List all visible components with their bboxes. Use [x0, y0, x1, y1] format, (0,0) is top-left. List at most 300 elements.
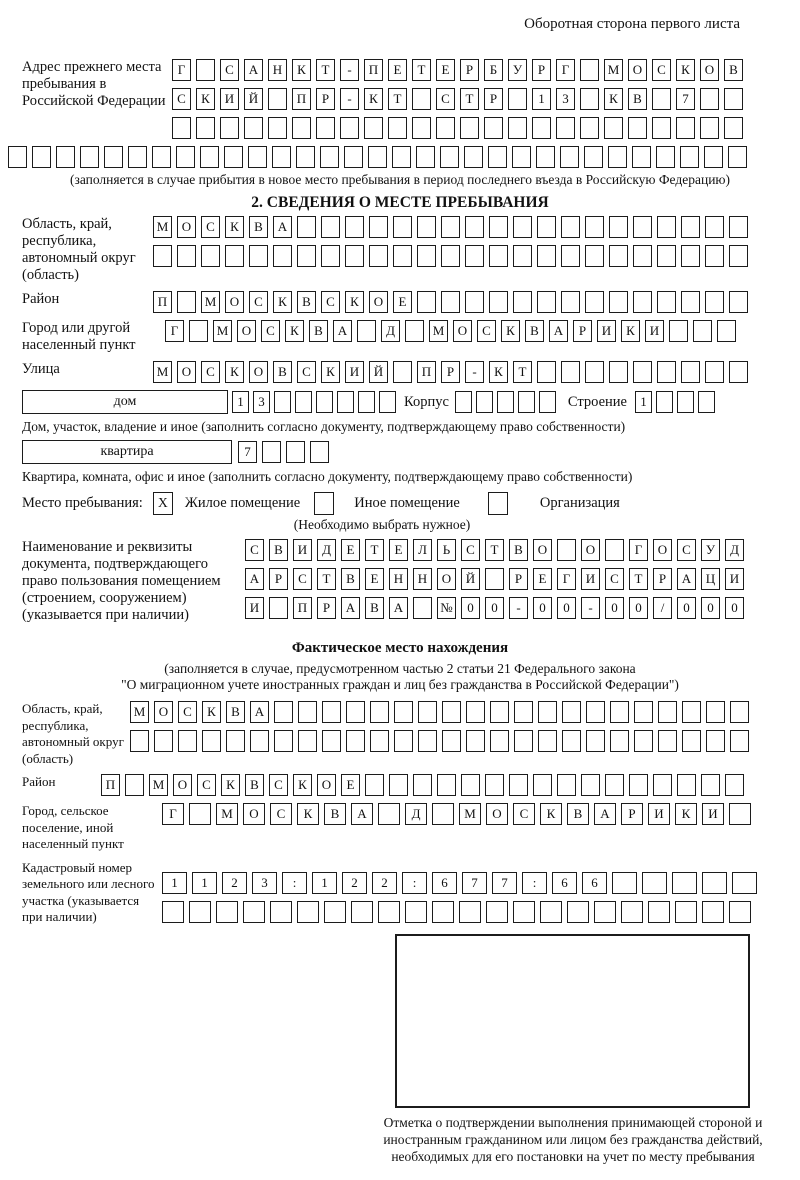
- char-cell[interactable]: М: [130, 701, 149, 723]
- char-cell[interactable]: 1: [532, 88, 551, 110]
- char-cell[interactable]: М: [153, 361, 172, 383]
- char-cell[interactable]: М: [216, 803, 238, 825]
- char-cell[interactable]: Г: [172, 59, 191, 81]
- char-cell[interactable]: [724, 117, 743, 139]
- char-cell[interactable]: [706, 730, 725, 752]
- char-cell[interactable]: [648, 901, 670, 923]
- char-cell[interactable]: №: [437, 597, 456, 619]
- char-cell[interactable]: [202, 730, 221, 752]
- char-cell[interactable]: [540, 901, 562, 923]
- char-cell[interactable]: К: [292, 59, 311, 81]
- char-cell[interactable]: 7: [492, 872, 517, 894]
- char-cell[interactable]: [417, 291, 436, 313]
- char-cell[interactable]: 1: [232, 391, 249, 413]
- char-cell[interactable]: И: [220, 88, 239, 110]
- char-cell[interactable]: [460, 117, 479, 139]
- char-cell[interactable]: [298, 730, 317, 752]
- document-row-3[interactable]: [245, 597, 744, 619]
- char-cell[interactable]: [248, 146, 267, 168]
- char-cell[interactable]: [418, 730, 437, 752]
- char-cell[interactable]: [656, 146, 675, 168]
- char-cell[interactable]: [562, 701, 581, 723]
- char-cell[interactable]: П: [364, 59, 383, 81]
- char-cell[interactable]: Е: [533, 568, 552, 590]
- char-cell[interactable]: М: [201, 291, 220, 313]
- char-cell[interactable]: К: [225, 216, 244, 238]
- char-cell[interactable]: К: [202, 701, 221, 723]
- char-cell[interactable]: [704, 146, 723, 168]
- char-cell[interactable]: [700, 117, 719, 139]
- char-cell[interactable]: К: [297, 803, 319, 825]
- char-cell[interactable]: А: [594, 803, 616, 825]
- char-cell[interactable]: [465, 291, 484, 313]
- char-cell[interactable]: [676, 117, 695, 139]
- char-cell[interactable]: [561, 361, 580, 383]
- char-cell[interactable]: [249, 245, 268, 267]
- char-cell[interactable]: [321, 216, 340, 238]
- char-cell[interactable]: 1: [635, 391, 652, 413]
- char-cell[interactable]: [466, 730, 485, 752]
- char-cell[interactable]: [680, 146, 699, 168]
- char-cell[interactable]: Т: [316, 59, 335, 81]
- char-cell[interactable]: Й: [369, 361, 388, 383]
- char-cell[interactable]: 3: [253, 391, 270, 413]
- char-cell[interactable]: [324, 901, 346, 923]
- char-cell[interactable]: Ц: [701, 568, 720, 590]
- char-cell[interactable]: С: [477, 320, 496, 342]
- char-cell[interactable]: Р: [269, 568, 288, 590]
- char-cell[interactable]: Р: [460, 59, 479, 81]
- char-cell[interactable]: [345, 245, 364, 267]
- char-cell[interactable]: А: [341, 597, 360, 619]
- char-cell[interactable]: [369, 245, 388, 267]
- char-cell[interactable]: О: [177, 361, 196, 383]
- char-cell[interactable]: Л: [413, 539, 432, 561]
- char-cell[interactable]: В: [365, 597, 384, 619]
- char-cell[interactable]: 1: [162, 872, 187, 894]
- char-cell[interactable]: [378, 803, 400, 825]
- char-cell[interactable]: А: [273, 216, 292, 238]
- char-cell[interactable]: [364, 117, 383, 139]
- char-cell[interactable]: 1: [312, 872, 337, 894]
- char-cell[interactable]: [321, 245, 340, 267]
- char-cell[interactable]: 0: [461, 597, 480, 619]
- char-cell[interactable]: [609, 245, 628, 267]
- char-cell[interactable]: [226, 730, 245, 752]
- char-cell[interactable]: [702, 872, 727, 894]
- char-cell[interactable]: [216, 901, 238, 923]
- char-cell[interactable]: :: [282, 872, 307, 894]
- document-row-1[interactable]: [245, 539, 744, 561]
- char-cell[interactable]: [295, 391, 312, 413]
- char-cell[interactable]: [657, 216, 676, 238]
- char-cell[interactable]: Р: [317, 597, 336, 619]
- char-cell[interactable]: [413, 774, 432, 796]
- cadastral-row-2[interactable]: [162, 901, 757, 923]
- prev-address-row-1[interactable]: [172, 59, 743, 81]
- char-cell[interactable]: [177, 291, 196, 313]
- char-cell[interactable]: Т: [513, 361, 532, 383]
- char-cell[interactable]: [604, 117, 623, 139]
- char-cell[interactable]: К: [676, 59, 695, 81]
- char-cell[interactable]: [412, 88, 431, 110]
- char-cell[interactable]: 6: [552, 872, 577, 894]
- char-cell[interactable]: М: [149, 774, 168, 796]
- char-cell[interactable]: О: [453, 320, 472, 342]
- char-cell[interactable]: [612, 872, 637, 894]
- char-cell[interactable]: [681, 361, 700, 383]
- char-cell[interactable]: [393, 361, 412, 383]
- char-cell[interactable]: [610, 701, 629, 723]
- char-cell[interactable]: [557, 539, 576, 561]
- char-cell[interactable]: С: [249, 291, 268, 313]
- char-cell[interactable]: 0: [485, 597, 504, 619]
- char-cell[interactable]: [369, 216, 388, 238]
- char-cell[interactable]: Г: [165, 320, 184, 342]
- char-cell[interactable]: [634, 730, 653, 752]
- char-cell[interactable]: В: [567, 803, 589, 825]
- char-cell[interactable]: С: [197, 774, 216, 796]
- char-cell[interactable]: И: [597, 320, 616, 342]
- char-cell[interactable]: С: [293, 568, 312, 590]
- char-cell[interactable]: С: [261, 320, 280, 342]
- char-cell[interactable]: К: [196, 88, 215, 110]
- char-cell[interactable]: И: [645, 320, 664, 342]
- char-cell[interactable]: С: [172, 88, 191, 110]
- char-cell[interactable]: [584, 146, 603, 168]
- char-cell[interactable]: [459, 901, 481, 923]
- char-cell[interactable]: [441, 216, 460, 238]
- char-cell[interactable]: [693, 320, 712, 342]
- char-cell[interactable]: [154, 730, 173, 752]
- char-cell[interactable]: [466, 701, 485, 723]
- char-cell[interactable]: [297, 245, 316, 267]
- char-cell[interactable]: Е: [393, 291, 412, 313]
- char-cell[interactable]: [441, 291, 460, 313]
- char-cell[interactable]: 3: [252, 872, 277, 894]
- char-cell[interactable]: Т: [388, 88, 407, 110]
- char-cell[interactable]: [461, 774, 480, 796]
- char-cell[interactable]: [672, 872, 697, 894]
- char-cell[interactable]: [413, 597, 432, 619]
- char-cell[interactable]: [485, 774, 504, 796]
- char-cell[interactable]: Й: [244, 88, 263, 110]
- char-cell[interactable]: [368, 146, 387, 168]
- char-cell[interactable]: [262, 441, 281, 463]
- char-cell[interactable]: /: [653, 597, 672, 619]
- char-cell[interactable]: [358, 391, 375, 413]
- char-cell[interactable]: Н: [413, 568, 432, 590]
- char-cell[interactable]: [537, 245, 556, 267]
- char-cell[interactable]: 0: [629, 597, 648, 619]
- char-cell[interactable]: С: [513, 803, 535, 825]
- char-cell[interactable]: О: [628, 59, 647, 81]
- char-cell[interactable]: :: [522, 872, 547, 894]
- char-cell[interactable]: [200, 146, 219, 168]
- char-cell[interactable]: О: [243, 803, 265, 825]
- char-cell[interactable]: [489, 245, 508, 267]
- char-cell[interactable]: П: [292, 88, 311, 110]
- char-cell[interactable]: [537, 216, 556, 238]
- char-cell[interactable]: Е: [341, 774, 360, 796]
- city-cells[interactable]: [165, 320, 736, 342]
- char-cell[interactable]: К: [621, 320, 640, 342]
- char-cell[interactable]: Г: [557, 568, 576, 590]
- char-cell[interactable]: [514, 701, 533, 723]
- char-cell[interactable]: [196, 59, 215, 81]
- char-cell[interactable]: Р: [509, 568, 528, 590]
- char-cell[interactable]: [392, 146, 411, 168]
- char-cell[interactable]: [729, 901, 751, 923]
- char-cell[interactable]: -: [340, 59, 359, 81]
- char-cell[interactable]: [455, 391, 472, 413]
- char-cell[interactable]: [172, 117, 191, 139]
- char-cell[interactable]: 2: [222, 872, 247, 894]
- char-cell[interactable]: О: [249, 361, 268, 383]
- char-cell[interactable]: [514, 730, 533, 752]
- char-cell[interactable]: [56, 146, 75, 168]
- char-cell[interactable]: [634, 701, 653, 723]
- actual-city-cells[interactable]: [162, 803, 751, 825]
- char-cell[interactable]: В: [269, 539, 288, 561]
- char-cell[interactable]: [538, 730, 557, 752]
- char-cell[interactable]: 0: [725, 597, 744, 619]
- char-cell[interactable]: Р: [532, 59, 551, 81]
- char-cell[interactable]: [585, 291, 604, 313]
- char-cell[interactable]: Г: [556, 59, 575, 81]
- char-cell[interactable]: [724, 88, 743, 110]
- char-cell[interactable]: [488, 146, 507, 168]
- char-cell[interactable]: О: [154, 701, 173, 723]
- char-cell[interactable]: [365, 774, 384, 796]
- char-cell[interactable]: [177, 245, 196, 267]
- char-cell[interactable]: [729, 291, 748, 313]
- char-cell[interactable]: О: [317, 774, 336, 796]
- char-cell[interactable]: [677, 774, 696, 796]
- char-cell[interactable]: [657, 245, 676, 267]
- char-cell[interactable]: [537, 361, 556, 383]
- char-cell[interactable]: П: [153, 291, 172, 313]
- char-cell[interactable]: М: [429, 320, 448, 342]
- char-cell[interactable]: [322, 730, 341, 752]
- char-cell[interactable]: [594, 901, 616, 923]
- char-cell[interactable]: [340, 117, 359, 139]
- char-cell[interactable]: [580, 117, 599, 139]
- char-cell[interactable]: [497, 391, 514, 413]
- char-cell[interactable]: К: [675, 803, 697, 825]
- char-cell[interactable]: С: [269, 774, 288, 796]
- char-cell[interactable]: [316, 391, 333, 413]
- char-cell[interactable]: И: [648, 803, 670, 825]
- char-cell[interactable]: 7: [238, 441, 257, 463]
- char-cell[interactable]: [560, 146, 579, 168]
- char-cell[interactable]: [292, 117, 311, 139]
- char-cell[interactable]: [346, 701, 365, 723]
- char-cell[interactable]: В: [525, 320, 544, 342]
- char-cell[interactable]: [562, 730, 581, 752]
- char-cell[interactable]: [412, 117, 431, 139]
- char-cell[interactable]: [465, 245, 484, 267]
- char-cell[interactable]: О: [369, 291, 388, 313]
- house-number-cells[interactable]: [232, 391, 396, 413]
- char-cell[interactable]: К: [345, 291, 364, 313]
- char-cell[interactable]: О: [437, 568, 456, 590]
- char-cell[interactable]: О: [486, 803, 508, 825]
- char-cell[interactable]: К: [604, 88, 623, 110]
- char-cell[interactable]: С: [201, 216, 220, 238]
- char-cell[interactable]: Р: [316, 88, 335, 110]
- char-cell[interactable]: [633, 245, 652, 267]
- char-cell[interactable]: [316, 117, 335, 139]
- char-cell[interactable]: [609, 291, 628, 313]
- char-cell[interactable]: [337, 391, 354, 413]
- char-cell[interactable]: Й: [461, 568, 480, 590]
- char-cell[interactable]: [296, 146, 315, 168]
- char-cell[interactable]: 2: [372, 872, 397, 894]
- char-cell[interactable]: Е: [341, 539, 360, 561]
- char-cell[interactable]: [513, 901, 535, 923]
- char-cell[interactable]: Д: [317, 539, 336, 561]
- char-cell[interactable]: С: [461, 539, 480, 561]
- char-cell[interactable]: М: [213, 320, 232, 342]
- char-cell[interactable]: [536, 146, 555, 168]
- char-cell[interactable]: Р: [573, 320, 592, 342]
- char-cell[interactable]: [706, 701, 725, 723]
- char-cell[interactable]: [729, 216, 748, 238]
- char-cell[interactable]: [657, 361, 676, 383]
- char-cell[interactable]: [416, 146, 435, 168]
- char-cell[interactable]: О: [237, 320, 256, 342]
- char-cell[interactable]: [729, 361, 748, 383]
- char-cell[interactable]: [388, 117, 407, 139]
- char-cell[interactable]: 0: [701, 597, 720, 619]
- char-cell[interactable]: [705, 245, 724, 267]
- char-cell[interactable]: [633, 291, 652, 313]
- char-cell[interactable]: М: [153, 216, 172, 238]
- char-cell[interactable]: О: [173, 774, 192, 796]
- document-row-2[interactable]: [245, 568, 744, 590]
- char-cell[interactable]: [725, 774, 744, 796]
- char-cell[interactable]: К: [364, 88, 383, 110]
- char-cell[interactable]: [717, 320, 736, 342]
- char-cell[interactable]: [176, 146, 195, 168]
- char-cell[interactable]: К: [501, 320, 520, 342]
- char-cell[interactable]: [484, 117, 503, 139]
- char-cell[interactable]: [608, 146, 627, 168]
- char-cell[interactable]: [642, 872, 667, 894]
- char-cell[interactable]: [705, 216, 724, 238]
- char-cell[interactable]: Ь: [437, 539, 456, 561]
- char-cell[interactable]: :: [402, 872, 427, 894]
- char-cell[interactable]: [513, 291, 532, 313]
- prev-address-row-3[interactable]: [172, 117, 743, 139]
- char-cell[interactable]: [432, 901, 454, 923]
- char-cell[interactable]: [729, 245, 748, 267]
- char-cell[interactable]: О: [225, 291, 244, 313]
- char-cell[interactable]: [518, 391, 535, 413]
- char-cell[interactable]: [297, 901, 319, 923]
- char-cell[interactable]: А: [245, 568, 264, 590]
- district-cells[interactable]: [153, 291, 748, 313]
- char-cell[interactable]: [370, 730, 389, 752]
- char-cell[interactable]: 7: [462, 872, 487, 894]
- char-cell[interactable]: О: [533, 539, 552, 561]
- char-cell[interactable]: Е: [365, 568, 384, 590]
- organization-checkbox[interactable]: [488, 492, 508, 515]
- char-cell[interactable]: О: [581, 539, 600, 561]
- other-premises-checkbox[interactable]: [314, 492, 334, 515]
- region-row-1[interactable]: [153, 216, 748, 238]
- char-cell[interactable]: К: [285, 320, 304, 342]
- char-cell[interactable]: И: [702, 803, 724, 825]
- char-cell[interactable]: 0: [677, 597, 696, 619]
- char-cell[interactable]: 1: [192, 872, 217, 894]
- char-cell[interactable]: У: [508, 59, 527, 81]
- char-cell[interactable]: [508, 88, 527, 110]
- char-cell[interactable]: И: [581, 568, 600, 590]
- char-cell[interactable]: С: [677, 539, 696, 561]
- char-cell[interactable]: [250, 730, 269, 752]
- char-cell[interactable]: [418, 701, 437, 723]
- house-type-box[interactable]: дом: [22, 390, 228, 414]
- char-cell[interactable]: [268, 88, 287, 110]
- char-cell[interactable]: М: [459, 803, 481, 825]
- char-cell[interactable]: Р: [484, 88, 503, 110]
- char-cell[interactable]: [370, 701, 389, 723]
- char-cell[interactable]: [357, 320, 376, 342]
- char-cell[interactable]: [557, 774, 576, 796]
- char-cell[interactable]: [394, 701, 413, 723]
- char-cell[interactable]: [436, 117, 455, 139]
- char-cell[interactable]: В: [341, 568, 360, 590]
- char-cell[interactable]: В: [245, 774, 264, 796]
- char-cell[interactable]: [32, 146, 51, 168]
- char-cell[interactable]: [633, 361, 652, 383]
- char-cell[interactable]: [533, 774, 552, 796]
- char-cell[interactable]: Д: [381, 320, 400, 342]
- region-row-2[interactable]: [153, 245, 748, 267]
- char-cell[interactable]: [677, 391, 694, 413]
- char-cell[interactable]: [621, 901, 643, 923]
- actual-region-row-2[interactable]: [130, 730, 749, 752]
- char-cell[interactable]: [681, 291, 700, 313]
- char-cell[interactable]: [513, 245, 532, 267]
- char-cell[interactable]: [442, 730, 461, 752]
- char-cell[interactable]: [675, 901, 697, 923]
- char-cell[interactable]: -: [509, 597, 528, 619]
- char-cell[interactable]: И: [725, 568, 744, 590]
- char-cell[interactable]: В: [324, 803, 346, 825]
- char-cell[interactable]: [561, 291, 580, 313]
- char-cell[interactable]: [405, 901, 427, 923]
- char-cell[interactable]: [489, 216, 508, 238]
- char-cell[interactable]: В: [724, 59, 743, 81]
- char-cell[interactable]: [538, 701, 557, 723]
- char-cell[interactable]: [652, 88, 671, 110]
- char-cell[interactable]: [476, 391, 493, 413]
- char-cell[interactable]: [8, 146, 27, 168]
- street-cells[interactable]: [153, 361, 748, 383]
- char-cell[interactable]: У: [701, 539, 720, 561]
- char-cell[interactable]: [268, 117, 287, 139]
- char-cell[interactable]: [270, 901, 292, 923]
- char-cell[interactable]: Т: [412, 59, 431, 81]
- char-cell[interactable]: Н: [389, 568, 408, 590]
- char-cell[interactable]: С: [270, 803, 292, 825]
- char-cell[interactable]: С: [245, 539, 264, 561]
- char-cell[interactable]: [682, 701, 701, 723]
- char-cell[interactable]: [286, 441, 305, 463]
